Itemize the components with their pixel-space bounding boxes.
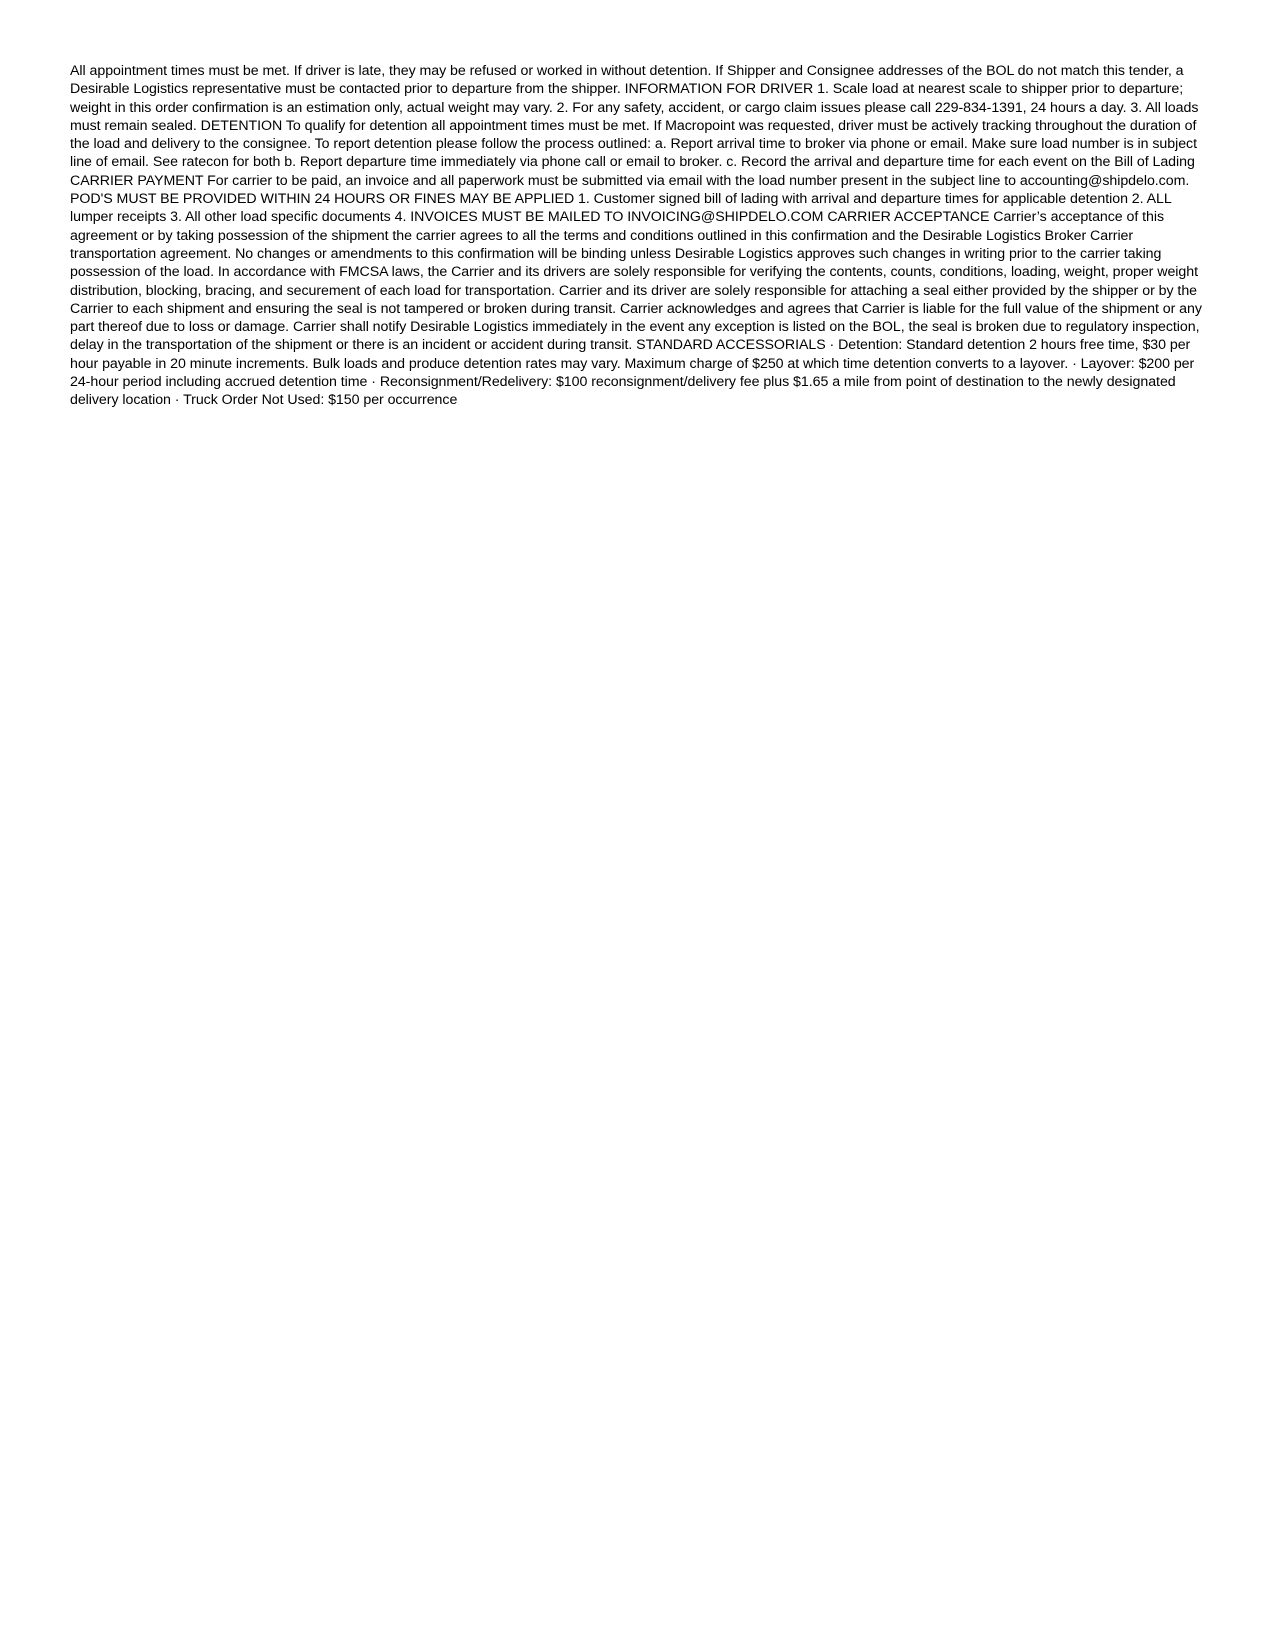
terms-and-conditions-text: All appointment times must be met. If driver is late, they may be refused or worked in without detention. If Shipper and Consignee addresses of the BOL do not match this tender, a Desirable Logistics representative must be contacted prior to departure from the shipper. INFORMATION FOR DRIVER 1. Scale load at nearest scale to shipper prior to departure; weight in this order confirmation is an estimation only, actual weight may vary. 2. For any safety, accident, or cargo claim issues please call 229-834-1391, 24 hours a day. 3. All loads must remain sealed. DETENTION To qualify for detention all appointment times must be met. If Macropoint was requested, driver must be actively tracking throughout the duration of the load and delivery to the consignee. To report detention please follow the process outlined: a. Report arrival time to broker via phone or email. Make sure load number is in subject line of email. See ratecon for both b. Report departure time immediately via phone call or email to broker. c. Record the arrival and departure time for each event on the Bill of Lading CARRIER PAYMENT For carrier to be paid, an invoice and all paperwork must be submitted via email with the load number present in the subject line to accounting@shipdelo.com. POD'S MUST BE PROVIDED WITHIN 24 HOURS OR FINES MAY BE APPLIED 1. Customer signed bill of lading with arrival and departure times for applicable detention 2. ALL lumper receipts 3. All other load specific documents 4. INVOICES MUST BE MAILED TO INVOICING@SHIPDELO.COM CARRIER ACCEPTANCE Carrier’s acceptance of this agreement or by taking possession of the shipment the carrier agrees to all the terms and conditions outlined in this confirmation and the Desirable Logistics Broker Carrier transportation agreement. No changes or amendments to this confirmation will be binding unless Desirable Logistics approves such changes in writing prior to the carrier taking possession of the load. In accordance with FMCSA laws, the Carrier and its drivers are solely responsible for verifying the contents, counts, conditions, loading, weight, proper weight distribution, blocking, bracing, and securement of each load for transportation. Carrier and its driver are solely responsible for attaching a seal either provided by the shipper or by the Carrier to each shipment and ensuring the seal is not tampered or broken during transit. Carrier acknowledges and agrees that Carrier is liable for the full value of the shipment or any part thereof due to loss or damage. Carrier shall notify Desirable Logistics immediately in the event any exception is listed on the BOL, the seal is broken due to regulatory inspection, delay in the transportation of the shipment or there is an incident or accident during transit. STANDARD ACCESSORIALS · Detention: Standard detention 2 hours free time, $30 per hour payable in 20 minute increments. Bulk loads and produce detention rates may vary. Maximum charge of $250 at which time detention converts to a layover. · Layover: $200 per 24-hour period including accrued detention time · Reconsignment/Redelivery: $100 reconsignment/delivery fee plus $1.65 a mile from point of destination to the newly designated delivery location · Truck Order Not Used: $150 per occurrence	[70, 63, 1202, 409]
